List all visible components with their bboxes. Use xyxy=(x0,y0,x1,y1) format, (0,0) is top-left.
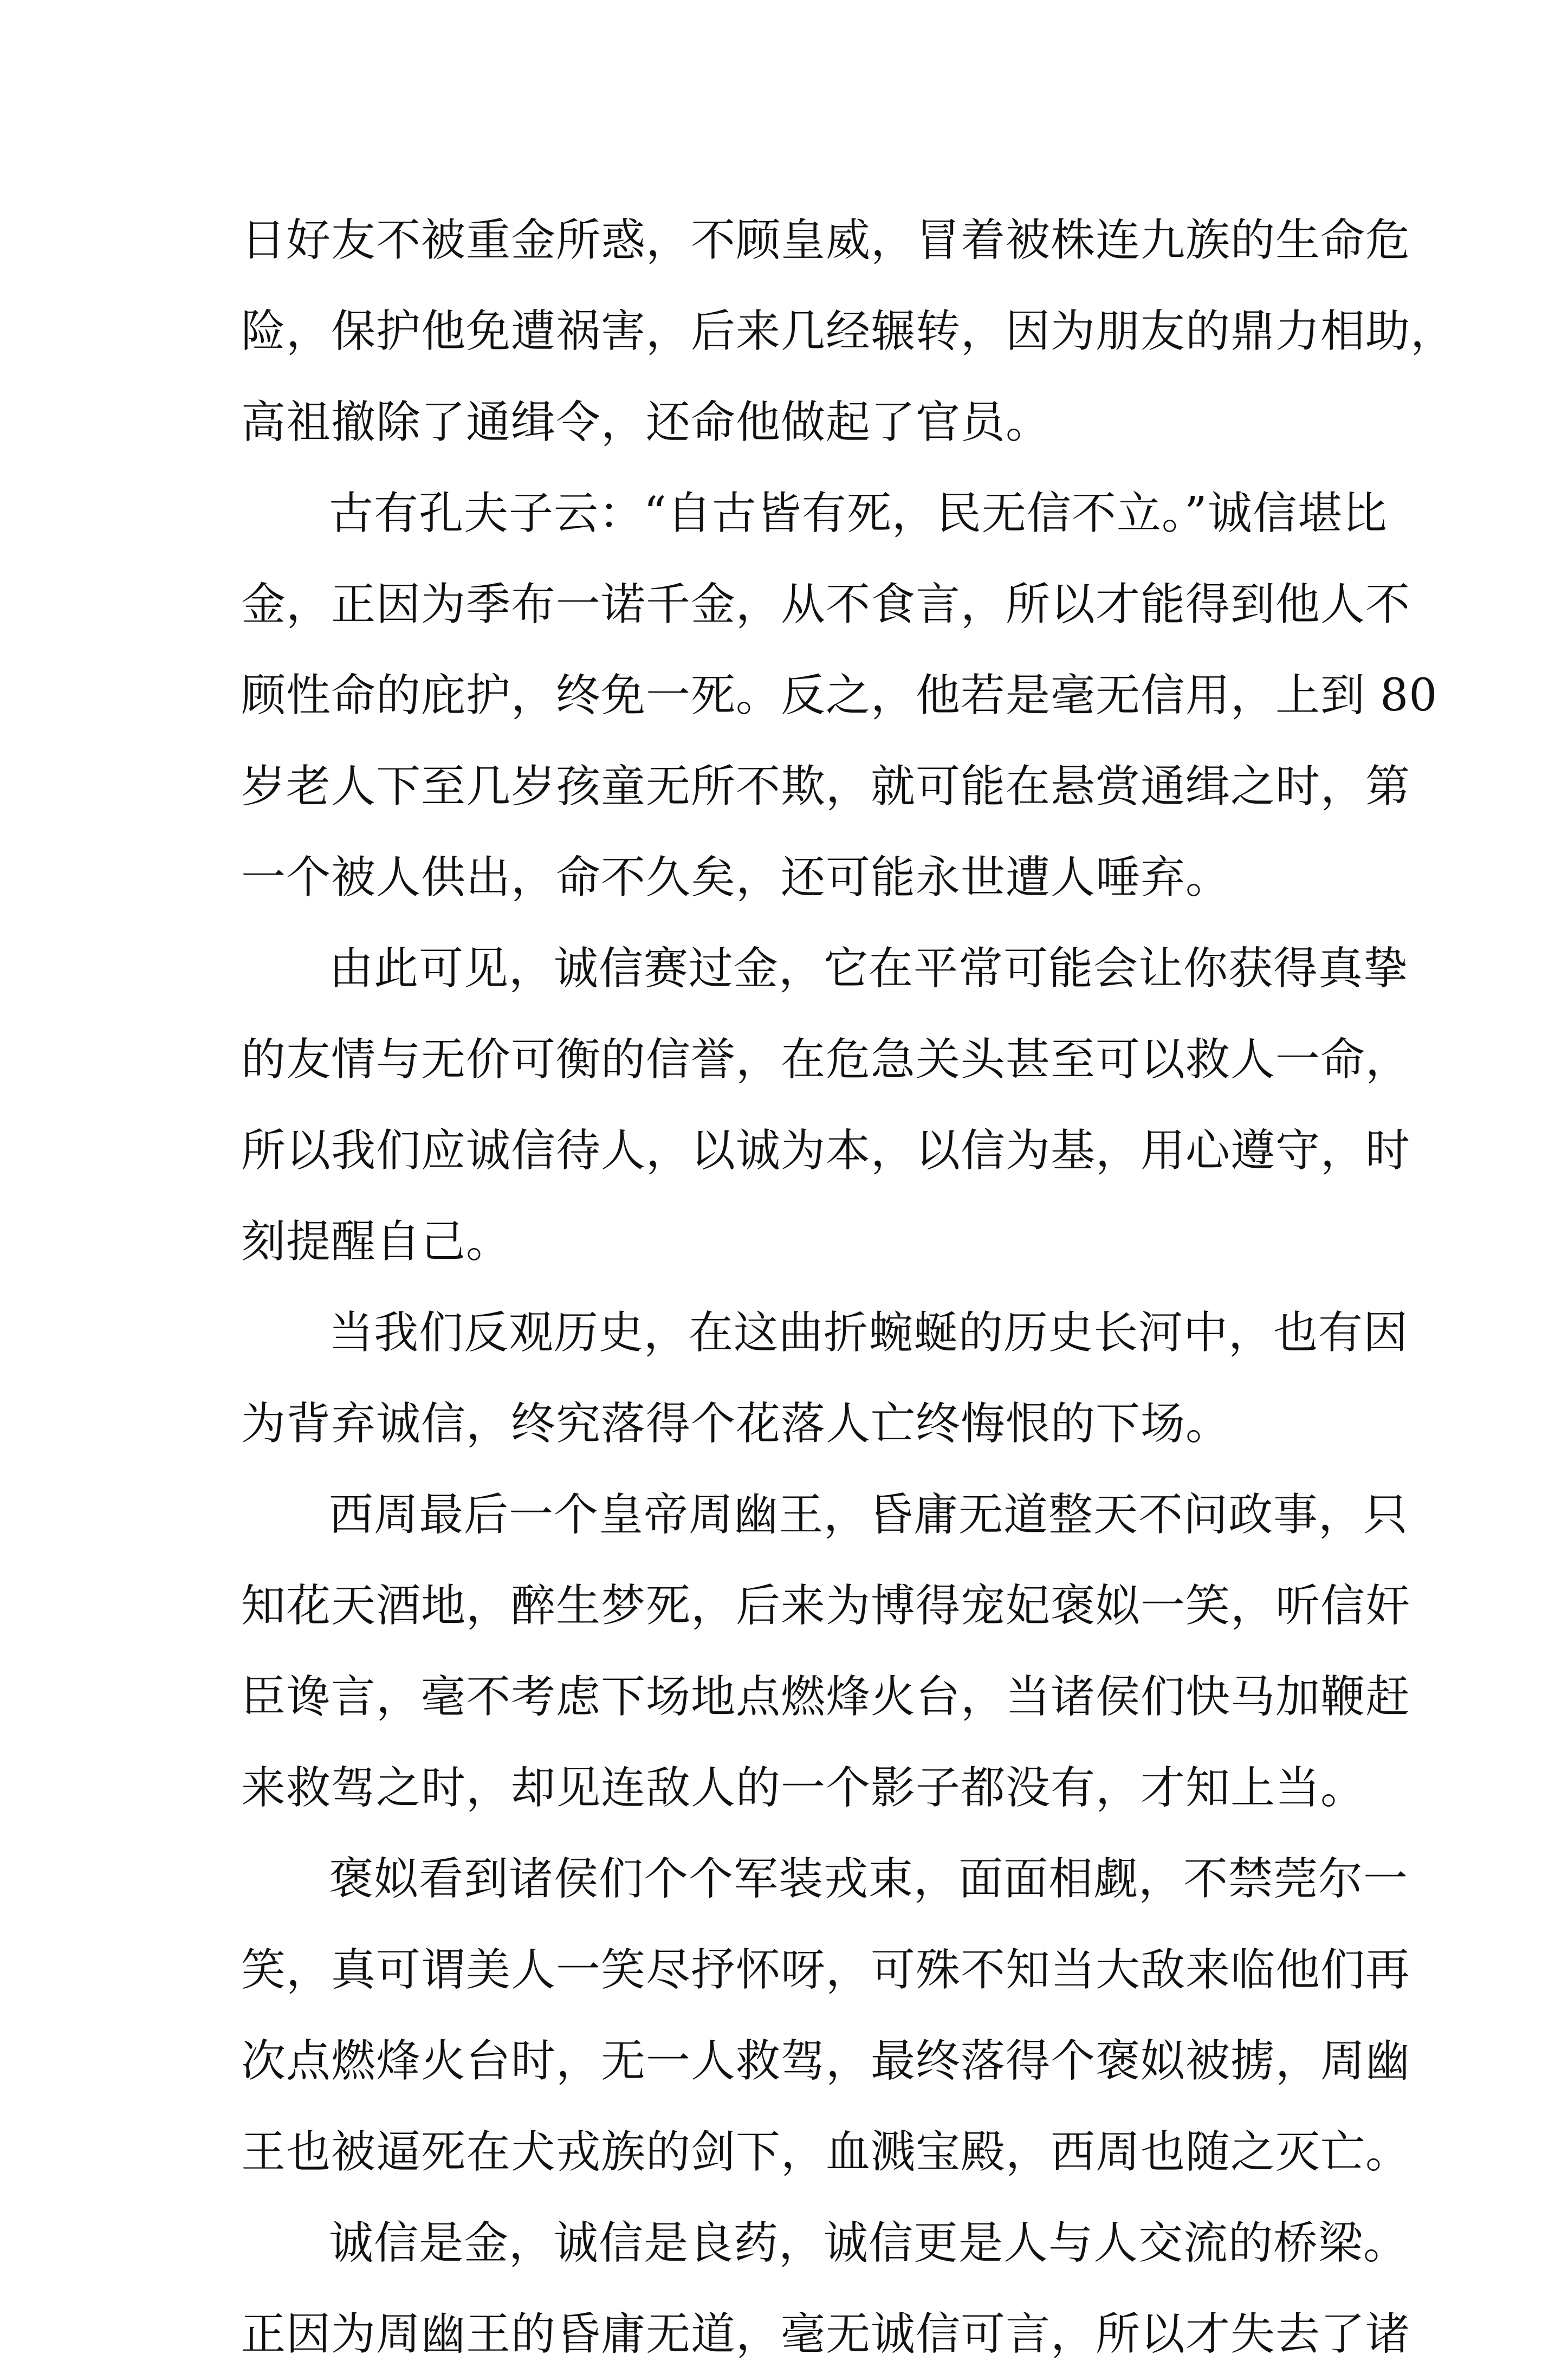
text-line: 刻提醒自己。 xyxy=(241,1216,511,1267)
body-text xyxy=(241,195,1456,2380)
text-line: 知花天酒地，醉生梦死，后来为博得宠妃褒姒一笑，听信奸 xyxy=(241,1580,1411,1632)
text-line: 的友情与无价可衡的信誉，在危急关头甚至可以救人一命， xyxy=(241,1034,1411,1085)
text-line: 王也被逼死在犬戎族的剑下，血溅宝殿，西周也随之灭亡。 xyxy=(241,2126,1411,2178)
text-line: 险，保护他免遭祸害，后来几经辗转，因为朋友的鼎力相助， xyxy=(241,306,1456,357)
text-line: 高祖撤除了通缉令，还命他做起了官员。 xyxy=(241,397,1051,448)
text-line: 岁老人下至几岁孩童无所不欺，就可能在悬赏通缉之时，第 xyxy=(241,761,1411,812)
text-line: 日好友不被重金所惑，不顾皇威，冒着被株连九族的生命危 xyxy=(241,215,1411,266)
text-line: 臣谗言，毫不考虑下场地点燃烽火台，当诸侯们快马加鞭赶 xyxy=(241,1671,1411,1723)
text-line: 次点燃烽火台时，无一人救驾，最终落得个褒姒被掳，周幽 xyxy=(241,2035,1411,2087)
paragraph-start-line: 褒姒看到诸侯们个个军装戎束，面面相觑，不禁莞尔一 xyxy=(329,1853,1409,1905)
text-line: 所以我们应诚信待人，以诚为本，以信为基，用心遵守，时 xyxy=(241,1125,1411,1176)
text-line: 顾性命的庇护，终免一死。反之，他若是毫无信用，上到 80 xyxy=(241,670,1438,721)
text-line: 一个被人供出，命不久矣，还可能永世遭人唾弃。 xyxy=(241,852,1231,903)
paragraph-start-line: 当我们反观历史，在这曲折蜿蜒的历史长河中，也有因 xyxy=(329,1307,1409,1359)
text-line: 笑，真可谓美人一笑尽抒怀呀，可殊不知当大敌来临他们再 xyxy=(241,1944,1411,1996)
paragraph-start-line: 西周最后一个皇帝周幽王，昏庸无道整天不问政事，只 xyxy=(329,1489,1409,1541)
paragraph-start-line: 古有孔夫子云：“自古皆有死，民无信不立。”诚信堪比 xyxy=(329,488,1388,539)
paragraph-start-line: 诚信是金，诚信是良药，诚信更是人与人交流的桥梁。 xyxy=(329,2217,1409,2269)
paragraph-start-line: 由此可见，诚信赛过金，它在平常可能会让你获得真挚 xyxy=(329,943,1409,994)
text-line: 为背弃诚信，终究落得个花落人亡终悔恨的下场。 xyxy=(241,1398,1231,1450)
text-line: 金，正因为季布一诺千金，从不食言，所以才能得到他人不 xyxy=(241,579,1411,630)
text-line: 正因为周幽王的昏庸无道，毫无诚信可言，所以才失去了诸 xyxy=(241,2308,1411,2360)
text-line: 来救驾之时，却见连敌人的一个影子都没有，才知上当。 xyxy=(241,1762,1366,1814)
